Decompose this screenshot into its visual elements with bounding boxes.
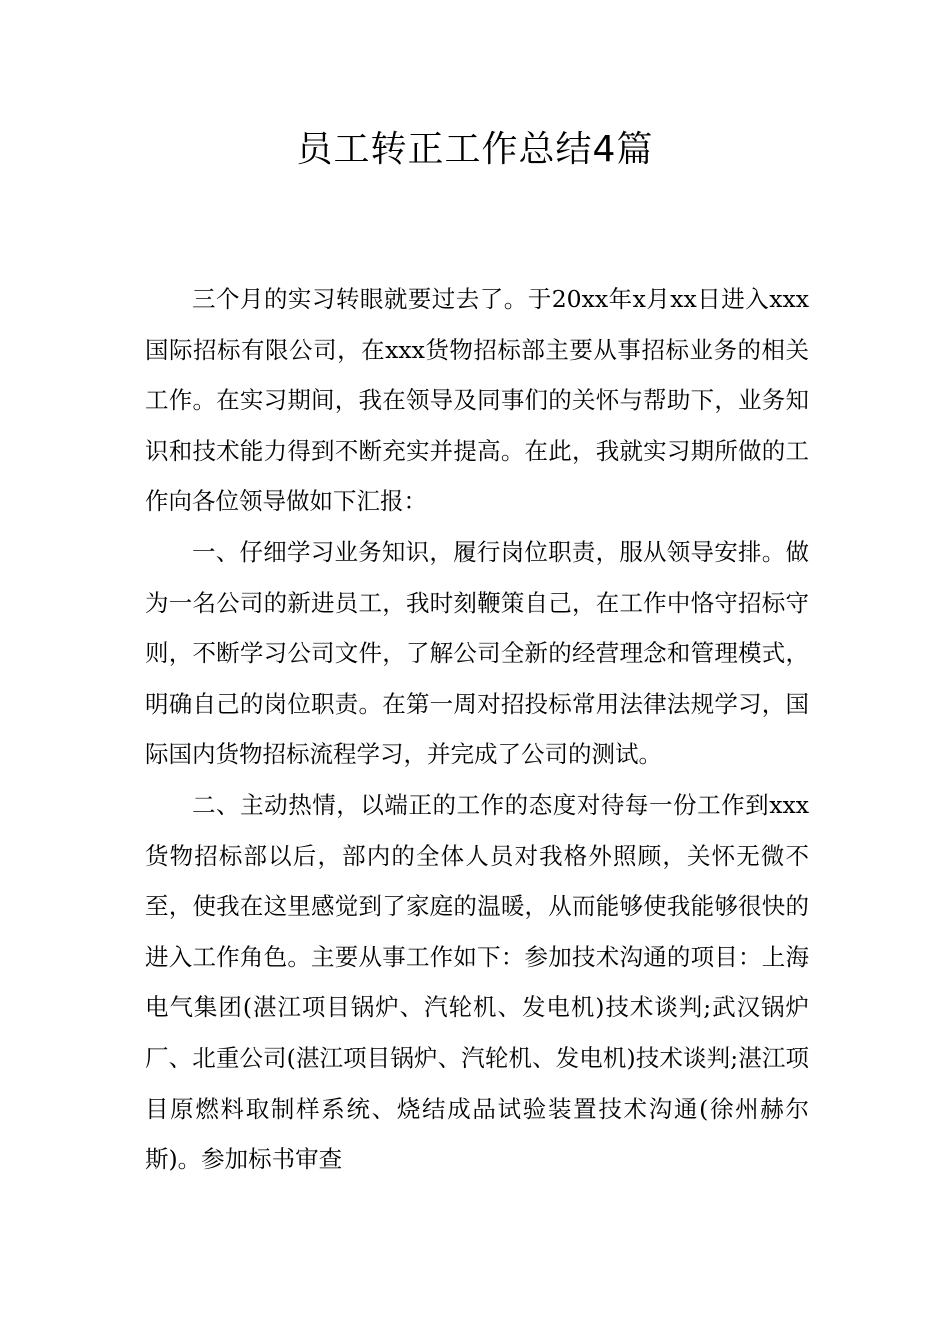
- paragraph-intro: 三个月的实习转眼就要过去了。于20xx年x月xx日进入xxx国际招标有限公司，在xxx货物招标部主要从事招标业务的相关工作。在实习期间，我在领导及同事们的关怀与帮助下，业务知识和技术能力得到不断充实并提高。在此，我就实习期所做的工作向各位领导做如下汇报：: [145, 285, 809, 516]
- document-title: 员工转正工作总结4篇: [296, 129, 654, 170]
- document-body: [145, 274, 809, 1185]
- paragraph-section-1: 一、仔细学习业务知识，履行岗位职责，服从领导安排。做为一名公司的新进员工，我时刻鞭策自己，在工作中恪守招标守则，不断学习公司文件，了解公司全新的经营理念和管理模式，明确自己的岗位职责。在第一周对招投标常用法律法规学习，国际国内货物招标流程学习，并完成了公司的测试。: [145, 537, 809, 769]
- paragraph-section-2: 二、主动热情，以端正的工作的态度对待每一份工作到xxx货物招标部以后，部内的全体人员对我格外照顾，关怀无微不至，使我在这里感觉到了家庭的温暖，从而能够使我能够很快的进入工作角色。主要从事工作如下：参加技术沟通的项目：上海电气集团(湛江项目锅炉、汽轮机、发电机)技术谈判;武汉锅炉厂、北重公司(湛江项目锅炉、汽轮机、发电机)技术谈判;湛江项目原燃料取制样系统、烧结成品试验装置技术沟通(徐州赫尔斯)。参加标书审查: [145, 790, 809, 1174]
